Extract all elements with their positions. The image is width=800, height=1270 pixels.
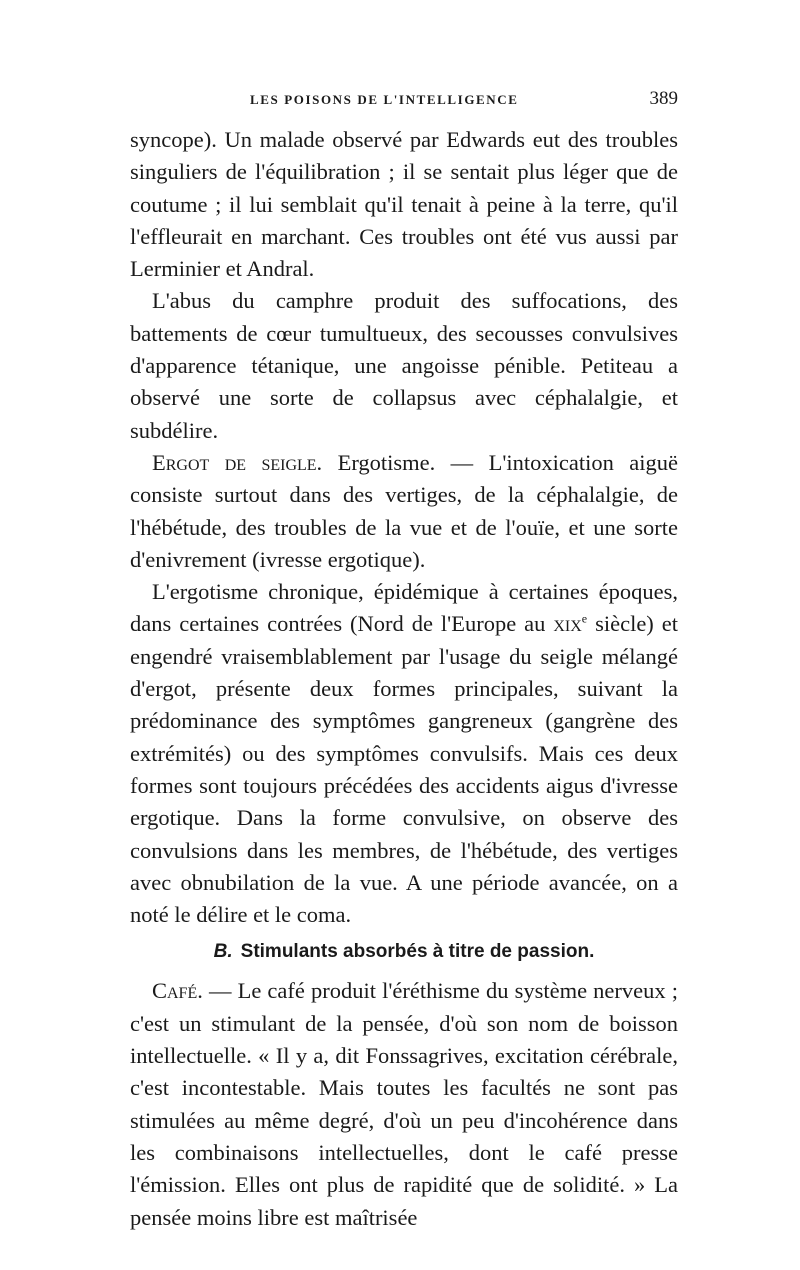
coffee-text: — Le café produit l'éréthisme du système nerveux ; c'est un stimulant de la pensée, d'où son nom de boisson intellectuelle. « Il y a, dit Fonssagrives, excitation cérébrale, c'est incontestable. Mais toutes les facultés ne sont pas stimulées au même degré, d'où un peu d'incohérence dans les combinaisons intellectuelles, dont le café presse l'émission. Elles ont plus de rapidité que de solidité. » La pensée moins libre est maîtrisée — [130, 978, 678, 1230]
century-superscript: e — [581, 611, 588, 626]
ergot-text: Ergotisme. — L'intoxication aiguë consiste surtout dans des vertiges, de la céphalalgie, de l'hébétude, des troubles de la vue et de l'ouïe, et une sorte d'enivrement (ivresse ergotique). — [130, 449, 678, 572]
ergotism-text-b: siècle) et engendré vraisemblablement par l'usage du seigle mélangé d'ergot, présente deux formes principales, suivant la prédominance des symptômes gangreneux (gangrène des extrémités) ou des symptômes convulsifs. Mais ces deux formes sont toujours précédées des accidents aigus d'ivresse ergotique. Dans la forme convulsive, on observe des convulsions dans les membres, de l'hébétude, des vertiges avec obnubilation de la vue. A une période avancée, on a noté le délire et le coma. — [130, 611, 678, 928]
coffee-heading: Café. — [152, 978, 203, 1004]
paragraph-coffee — [130, 975, 678, 1233]
section-title: Stimulants absorbés à titre de passion. — [240, 941, 595, 963]
ergot-heading: Ergot de seigle. — [152, 449, 323, 475]
paragraph-ergot — [130, 447, 678, 576]
page-header — [130, 86, 678, 112]
century-numeral: xix — [553, 611, 582, 637]
ergotism-text-a: L'ergotisme chronique, épidémique à certaines époques, dans certaines contrées (Nord de l'Europe au — [130, 579, 678, 637]
page-number: 389 — [649, 88, 678, 109]
paragraph-ergotism-chronic — [130, 576, 678, 931]
paragraph-camphor: L'abus du camphre produit des suffocations, des battements de cœur tumultueux, des secousses convulsives d'apparence tétanique, une angoisse pénible. Petiteau a observé une sorte de collapsus avec céphalalgie, et subdélire. — [130, 288, 678, 443]
running-title: LES POISONS DE L'INTELLIGENCE — [250, 92, 519, 107]
section-letter: B. — [213, 941, 233, 963]
book-page — [130, 86, 678, 1234]
paragraph-1: syncope). Un malade observé par Edwards eut des troubles singuliers de l'équilibration ; il se sentait plus léger que de coutume ; il lui semblait qu'il tenait à peine à la terre, qu'il l'effleurait en marchant. Ces troubles ont été vus aussi par Lerminier et Andral. — [130, 127, 678, 282]
section-heading — [130, 937, 678, 967]
